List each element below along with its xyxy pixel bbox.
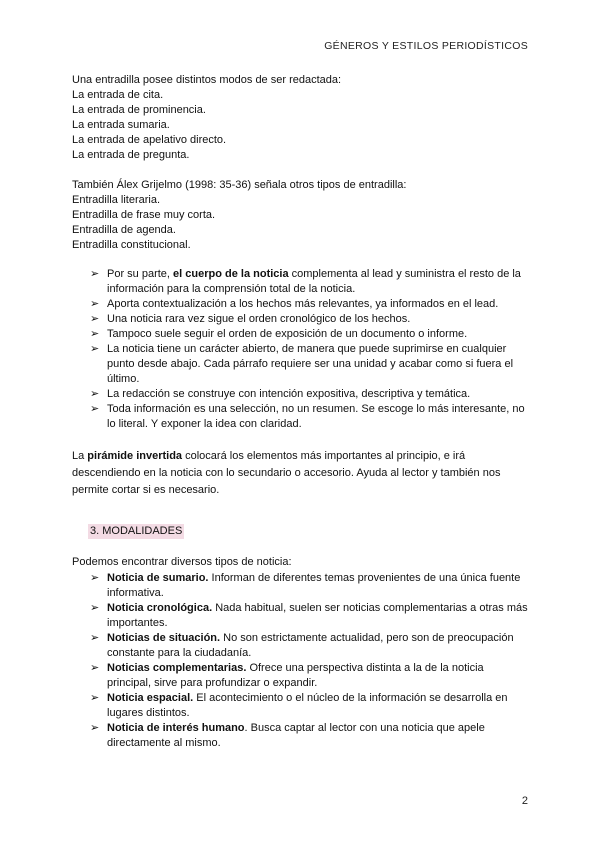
item-text: Toda información es una selección, no un resumen. Se escoge lo más interesante, no lo literal. Y exponer la idea con claridad. xyxy=(107,403,525,430)
item-text: . Busca captar al lector con una noticia que apele directamente al mismo. xyxy=(107,722,485,749)
bold-term: Noticias de situación. xyxy=(107,632,221,644)
modalidades-intro: Podemos encontrar diversos tipos de noticia: xyxy=(72,556,292,568)
bold-term: pirámide invertida xyxy=(87,450,183,462)
list-item: Entradilla de frase muy corta. xyxy=(72,209,216,221)
arrow-bullet-icon: ➢ xyxy=(90,662,100,674)
entradilla-list xyxy=(72,73,532,163)
page-number: 2 xyxy=(521,795,528,807)
list-item: Entradilla de agenda. xyxy=(72,224,176,236)
arrow-bullet-icon: ➢ xyxy=(90,403,100,415)
list-item xyxy=(90,691,530,721)
item-text: Aporta contextualización a los hechos más relevantes, ya informados en el lead. xyxy=(107,298,499,310)
bold-term: Noticia de interés humano xyxy=(107,722,245,734)
section-heading: 3. MODALIDADES xyxy=(90,525,183,537)
list-item xyxy=(90,402,530,432)
arrow-bullet-icon: ➢ xyxy=(90,268,100,280)
item-text: Por su parte, xyxy=(107,268,174,280)
bold-term: el cuerpo de la noticia xyxy=(173,268,289,280)
list-item: Entradilla constitucional. xyxy=(72,239,191,251)
arrow-bullet-icon: ➢ xyxy=(90,572,100,584)
list-item xyxy=(90,631,530,661)
arrow-bullet-icon: ➢ xyxy=(90,388,100,400)
list-item xyxy=(90,387,530,402)
bold-term: Noticia de sumario. xyxy=(107,572,209,584)
list-item xyxy=(90,312,530,327)
paragraph-text: La xyxy=(72,450,88,462)
list-item: La entrada sumaria. xyxy=(72,119,170,131)
grijelmo-list xyxy=(72,178,532,253)
bold-term: Noticia cronológica. xyxy=(107,602,213,614)
item-text: Nada habitual, suelen ser noticias complementarias a otras más importantes. xyxy=(107,602,528,629)
bold-term: Noticias complementarias. xyxy=(107,662,247,674)
list-item xyxy=(90,601,530,631)
entradilla-intro: Una entradilla posee distintos modos de ser redactada: xyxy=(72,74,342,86)
list-item xyxy=(90,721,530,751)
item-text: Una noticia rara vez sigue el orden cronológico de los hechos. xyxy=(107,313,411,325)
item-text: complementa al lead y suministra el resto de la información para la comprensión total de la noticia. xyxy=(107,268,521,295)
list-item xyxy=(90,327,530,342)
running-header: GÉNEROS Y ESTILOS PERIODÍSTICOS xyxy=(324,40,528,52)
item-text: Informan de diferentes temas provenientes de una única fuente informativa. xyxy=(107,572,521,599)
cuerpo-bullet-list xyxy=(90,267,530,432)
list-item xyxy=(90,297,530,312)
piramide-paragraph xyxy=(72,448,532,499)
arrow-bullet-icon: ➢ xyxy=(90,343,100,355)
grijelmo-intro: También Álex Grijelmo (1998: 35-36) señala otros tipos de entradilla: xyxy=(72,179,407,191)
list-item xyxy=(90,661,530,691)
list-item: La entrada de prominencia. xyxy=(72,104,206,116)
item-text: La redacción se construye con intención expositiva, descriptiva y temática. xyxy=(107,388,471,400)
item-text: No son estrictamente actualidad, pero son de preocupación constante para la ciudadanía. xyxy=(107,632,514,659)
arrow-bullet-icon: ➢ xyxy=(90,722,100,734)
list-item: La entrada de pregunta. xyxy=(72,149,190,161)
item-text: Tampoco suele seguir el orden de exposición de un documento o informe. xyxy=(107,328,468,340)
list-item xyxy=(90,571,530,601)
list-item: La entrada de cita. xyxy=(72,89,164,101)
item-text: La noticia tiene un carácter abierto, de manera que puede suprimirse en cualquier punto desde abajo. Cada párrafo requiere ser una unidad y acabar como si fuera el último. xyxy=(107,343,514,385)
arrow-bullet-icon: ➢ xyxy=(90,632,100,644)
list-item: La entrada de apelativo directo. xyxy=(72,134,227,146)
item-text: Ofrece una perspectiva distinta a la de la noticia principal, sirve para profundizar o expandir. xyxy=(107,662,484,689)
arrow-bullet-icon: ➢ xyxy=(90,328,100,340)
arrow-bullet-icon: ➢ xyxy=(90,313,100,325)
item-text: El acontecimiento o el núcleo de la información se desarrolla en lugares distintos. xyxy=(107,692,508,719)
bold-term: Noticia espacial. xyxy=(107,692,194,704)
list-item: Entradilla literaria. xyxy=(72,194,161,206)
list-item xyxy=(90,267,530,297)
arrow-bullet-icon: ➢ xyxy=(90,692,100,704)
paragraph-text: colocará los elementos más importantes al principio, e irá descendiendo en la noticia con lo secundario o accesorio. Ayuda al lector y también nos permite cortar si es necesario. xyxy=(72,450,501,496)
list-item xyxy=(90,342,530,387)
arrow-bullet-icon: ➢ xyxy=(90,602,100,614)
arrow-bullet-icon: ➢ xyxy=(90,298,100,310)
modalidades-bullet-list xyxy=(90,571,530,751)
